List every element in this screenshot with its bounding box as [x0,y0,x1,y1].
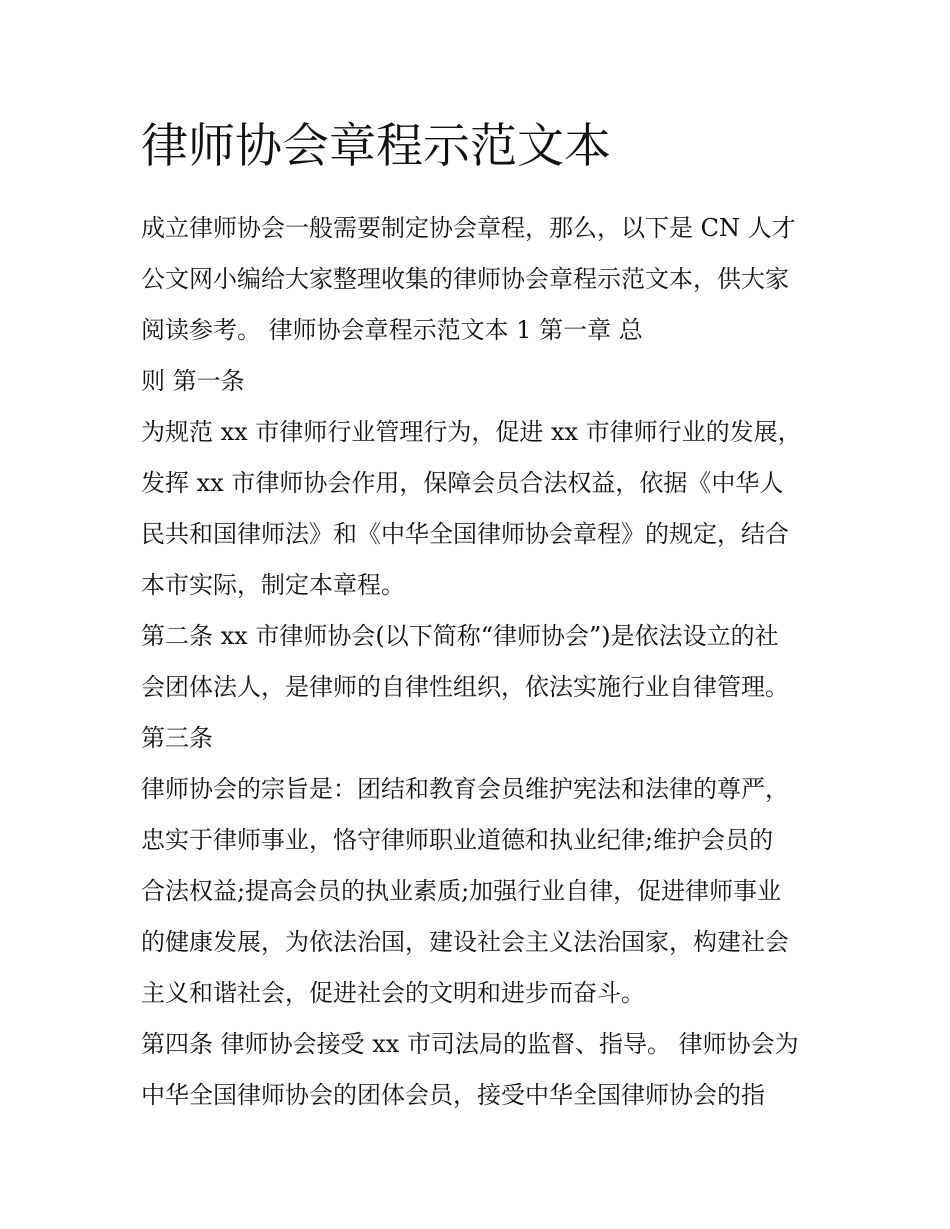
text-line: 第二条 xx 市律师协会(以下简称“律师协会”)是依法设立的社 [141,622,779,650]
text-line: 第三条 [141,724,213,752]
document-body [141,203,821,1121]
text-line: 忠实于律师事业，恪守律师职业道德和执业纪律;维护会员的 [141,826,774,854]
text-line: 民共和国律师法》和《中华全国律师协会章程》的规定，结合 [141,520,789,548]
document-content [141,116,821,1121]
text-line: 中华全国律师协会的团体会员，接受中华全国律师协会的指 [141,1081,765,1109]
text-line: 律师协会的宗旨是：团结和教育会员维护宪法和法律的尊严， [141,775,789,803]
text-line: 公文网小编给大家整理收集的律师协会章程示范文本，供大家 [141,265,789,293]
text-line: 本市实际，制定本章程。 [141,571,405,599]
text-line: 合法权益;提高会员的执业素质;加强行业自律，促进律师事业 [141,877,782,905]
text-line: 为规范 xx 市律师行业管理行为，促进 xx 市律师行业的发展， [141,418,802,446]
text-line: 阅读参考。 律师协会章程示范文本 1 第一章 总 [141,316,643,344]
text-line: 的健康发展，为依法治国，建设社会主义法治国家，构建社会 [141,928,789,956]
document-title: 律师协会章程示范文本 [141,119,611,174]
text-line: 则 第一条 [141,367,245,395]
text-line: 会团体法人，是律师的自律性组织，依法实施行业自律管理。 [141,673,789,701]
text-line: 主义和谐社会，促进社会的文明和进步而奋斗。 [141,979,645,1007]
text-line: 发挥 xx 市律师协会作用，保障会员合法权益，依据《中华人 [141,469,784,497]
text-line: 第四条 律师协会接受 xx 市司法局的监督、指导。 律师协会为 [141,1030,799,1058]
text-line: 成立律师协会一般需要制定协会章程，那么，以下是 CN 人才 [141,214,796,242]
